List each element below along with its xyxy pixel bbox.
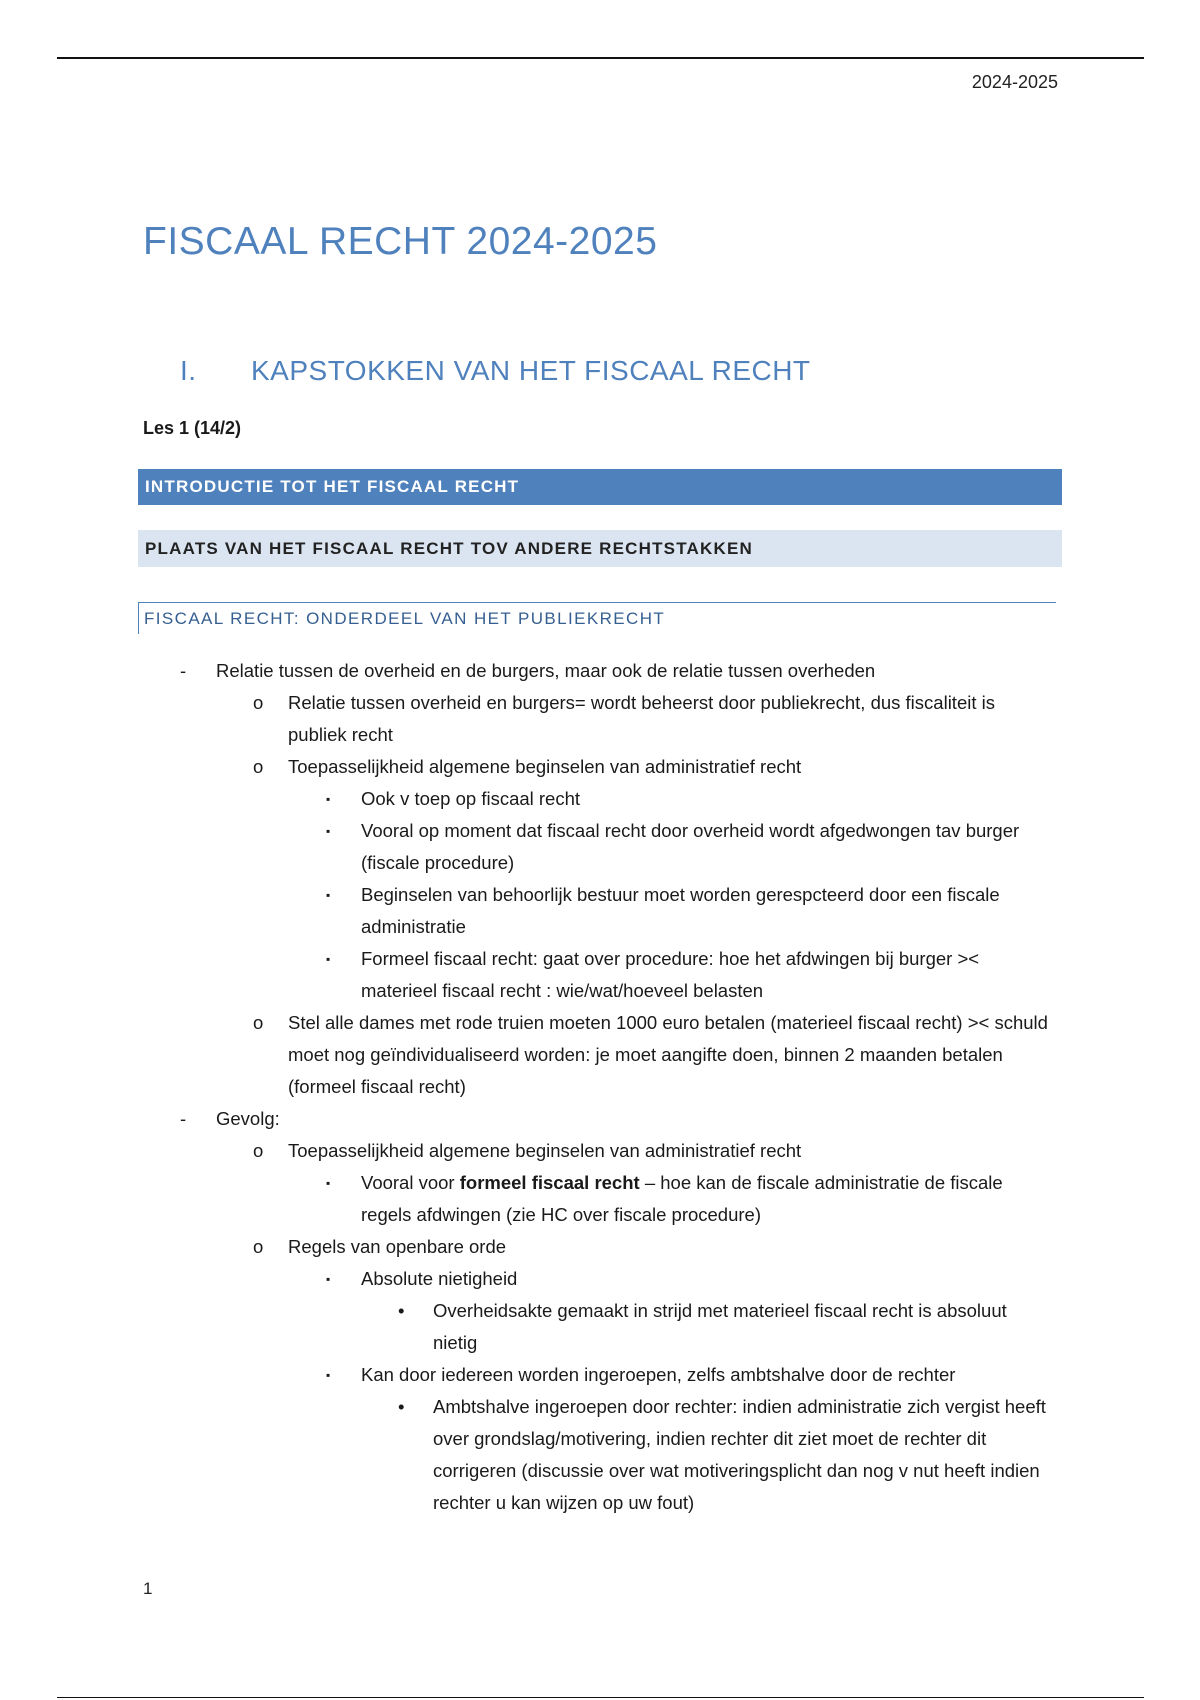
circle-bullet: o bbox=[253, 756, 264, 777]
list-item bbox=[0, 943, 1050, 1007]
list-item bbox=[0, 655, 1050, 687]
list-item-text: Regels van openbare orde bbox=[288, 1236, 507, 1257]
list-item-text: Vooral op moment dat fiscaal recht door overheid wordt afgedwongen tav burger (fiscale procedure) bbox=[361, 820, 1020, 873]
square-bullet: ▪ bbox=[326, 888, 331, 902]
list-item-text: – hoe kan de fiscale administratie de fiscale regels afdwingen (zie HC over fiscale procedure) bbox=[361, 1172, 1003, 1225]
dash-bullet: - bbox=[180, 660, 187, 681]
list-item-text: Vooral voor bbox=[361, 1172, 460, 1193]
square-bullet: ▪ bbox=[326, 824, 331, 838]
list-item bbox=[0, 879, 1050, 943]
list-item-text: Ambtshalve ingeroepen door rechter: indien administratie zich vergist heeft over grondslag/motivering, indien rechter dit ziet moet de rechter dit corrigeren (discussie over wat motiveringsplicht dan nog v nut heeft indien rechter u kan wijzen op uw fout) bbox=[433, 1396, 1046, 1513]
list-item-text: Gevolg: bbox=[216, 1108, 280, 1129]
page-number: 1 bbox=[143, 1579, 153, 1598]
bullet-list bbox=[0, 655, 1200, 1519]
list-item bbox=[0, 1295, 1050, 1359]
list-item bbox=[0, 1103, 1050, 1135]
list-item-text: Absolute nietigheid bbox=[361, 1268, 518, 1289]
dash-bullet: - bbox=[180, 1108, 187, 1129]
list-item-text: Relatie tussen de overheid en de burgers, maar ook de relatie tussen overheden bbox=[216, 660, 876, 681]
list-item-text: Stel alle dames met rode truien moeten 1000 euro betalen (materieel fiscaal recht) >< schuld moet nog geïndividualiseerd worden: je moet aangifte doen, binnen 2 maanden betalen (formeel fiscaal recht) bbox=[288, 1012, 1048, 1097]
list-item bbox=[0, 751, 1050, 783]
header-year: 2024-2025 bbox=[971, 72, 1058, 92]
list-item bbox=[0, 1231, 1050, 1263]
list-item bbox=[0, 1263, 1050, 1295]
circle-bullet: o bbox=[253, 1236, 264, 1257]
dot-bullet: • bbox=[398, 1300, 405, 1321]
document-title: FISCAAL RECHT 2024-2025 bbox=[143, 220, 658, 263]
list-item bbox=[0, 1359, 1050, 1391]
heading-4: FISCAAL RECHT: ONDERDEEL VAN HET PUBLIEKRECHT bbox=[138, 602, 1056, 634]
heading-1 bbox=[143, 355, 1043, 387]
list-item-text: Ook v toep op fiscaal recht bbox=[361, 788, 581, 809]
list-item-text: Formeel fiscaal recht: gaat over procedure: hoe het afdwingen bij burger >< materieel fiscaal recht : wie/wat/hoeveel belasten bbox=[361, 948, 980, 1001]
list-item bbox=[0, 1135, 1050, 1167]
list-item-text: Toepasselijkheid algemene beginselen van administratief recht bbox=[288, 756, 802, 777]
list-item bbox=[0, 815, 1050, 879]
square-bullet: ▪ bbox=[326, 1272, 331, 1286]
list-item bbox=[0, 1007, 1050, 1103]
list-item-text: Beginselen van behoorlijk bestuur moet worden gerespcteerd door een fiscale administratie bbox=[361, 884, 1000, 937]
list-item bbox=[0, 1391, 1050, 1519]
square-bullet: ▪ bbox=[326, 952, 331, 966]
list-item-text: Overheidsakte gemaakt in strijd met materieel fiscaal recht is absoluut nietig bbox=[433, 1300, 1007, 1353]
heading-3: PLAATS VAN HET FISCAAL RECHT TOV ANDERE RECHTSTAKKEN bbox=[138, 530, 1062, 567]
list-item-text: Kan door iedereen worden ingeroepen, zelfs ambtshalve door de rechter bbox=[361, 1364, 956, 1385]
circle-bullet: o bbox=[253, 1140, 264, 1161]
square-bullet: ▪ bbox=[326, 792, 331, 806]
list-item bbox=[0, 783, 1050, 815]
dot-bullet: • bbox=[398, 1396, 405, 1417]
list-item bbox=[0, 687, 1050, 751]
square-bullet: ▪ bbox=[326, 1176, 331, 1190]
circle-bullet: o bbox=[253, 1012, 264, 1033]
heading-2: INTRODUCTIE TOT HET FISCAAL RECHT bbox=[138, 469, 1062, 505]
heading-1-number: I. bbox=[180, 355, 197, 386]
footer-rule bbox=[57, 1697, 1144, 1698]
bold-term: formeel fiscaal recht bbox=[459, 1172, 640, 1193]
list-item-text: Relatie tussen overheid en burgers= wordt beheerst door publiekrecht, dus fiscaliteit is publiek recht bbox=[288, 692, 995, 745]
square-bullet: ▪ bbox=[326, 1368, 331, 1382]
header-rule bbox=[57, 57, 1144, 59]
lesson-label: Les 1 (14/2) bbox=[143, 418, 242, 438]
list-item-text: Toepasselijkheid algemene beginselen van administratief recht bbox=[288, 1140, 802, 1161]
heading-1-text: KAPSTOKKEN VAN HET FISCAAL RECHT bbox=[251, 355, 811, 386]
circle-bullet: o bbox=[253, 692, 264, 713]
list-item bbox=[0, 1167, 1050, 1231]
